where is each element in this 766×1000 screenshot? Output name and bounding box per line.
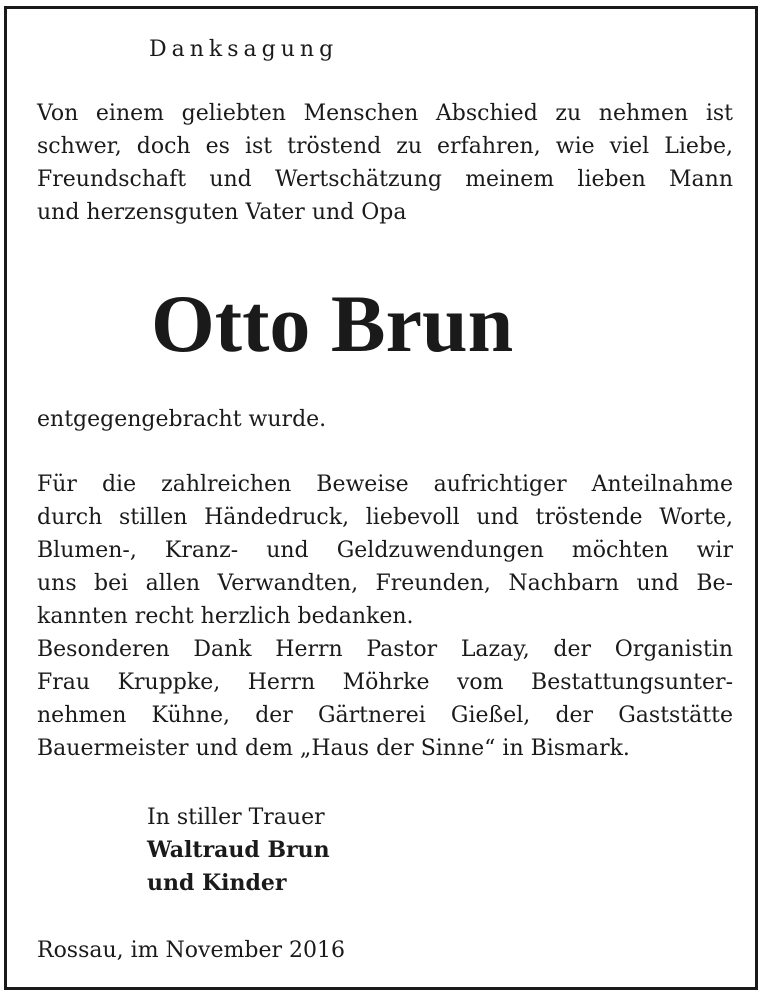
thanks-paragraph: [37, 468, 733, 765]
intro-line: Von einem geliebten Menschen Abschied zu nehmen ist: [37, 101, 733, 126]
intro-line: schwer, doch es ist tröstend zu erfahren, wie viel Liebe,: [37, 134, 733, 159]
signoff-block: [147, 801, 733, 900]
intro-line: Freundschaft und Wertschätzung meinem lieben Mann: [37, 167, 733, 192]
thanks-line: Frau Kruppke, Herrn Möhrke vom Bestattungsunter-: [37, 670, 733, 695]
intro-paragraph: [37, 97, 733, 229]
intro-line: und herzensguten Vater und Opa: [37, 200, 407, 225]
after-name-text: [37, 403, 733, 436]
notice-frame: [4, 6, 758, 990]
thanks-line: Für die zahlreichen Beweise aufrichtiger Anteilnahme: [37, 472, 733, 497]
thanks-line: nehmen Kühne, der Gärtnerei Gießel, der Gaststätte: [37, 703, 733, 728]
thanks-line: Blumen-, Kranz- und Geldzuwendungen möchten wir: [37, 538, 733, 563]
deceased-name: Otto Brun: [151, 278, 514, 369]
signoff-mourning: In stiller Trauer: [147, 805, 325, 830]
thanks-line: uns bei allen Verwandten, Freunden, Nachbarn und Be-: [37, 571, 733, 596]
after-name-line: entgegengebracht wurde.: [37, 407, 327, 432]
signoff-family: und Kinder: [147, 870, 287, 896]
thanks-line: kannten recht herzlich bedanken.: [37, 604, 414, 629]
thanks-line: Besonderen Dank Herrn Pastor Lazay, der Organistin: [37, 637, 733, 662]
notice-content: [37, 35, 733, 967]
notice-heading: Danksagung: [149, 37, 339, 62]
thanks-line: Bauermeister und dem „Haus der Sinne“ in Bismark.: [37, 736, 630, 761]
place-date: Rossau, im November 2016: [37, 938, 345, 963]
signoff-signer: Waltraud Brun: [147, 837, 330, 863]
thanks-line: durch stillen Händedruck, liebevoll und tröstende Worte,: [37, 505, 733, 530]
